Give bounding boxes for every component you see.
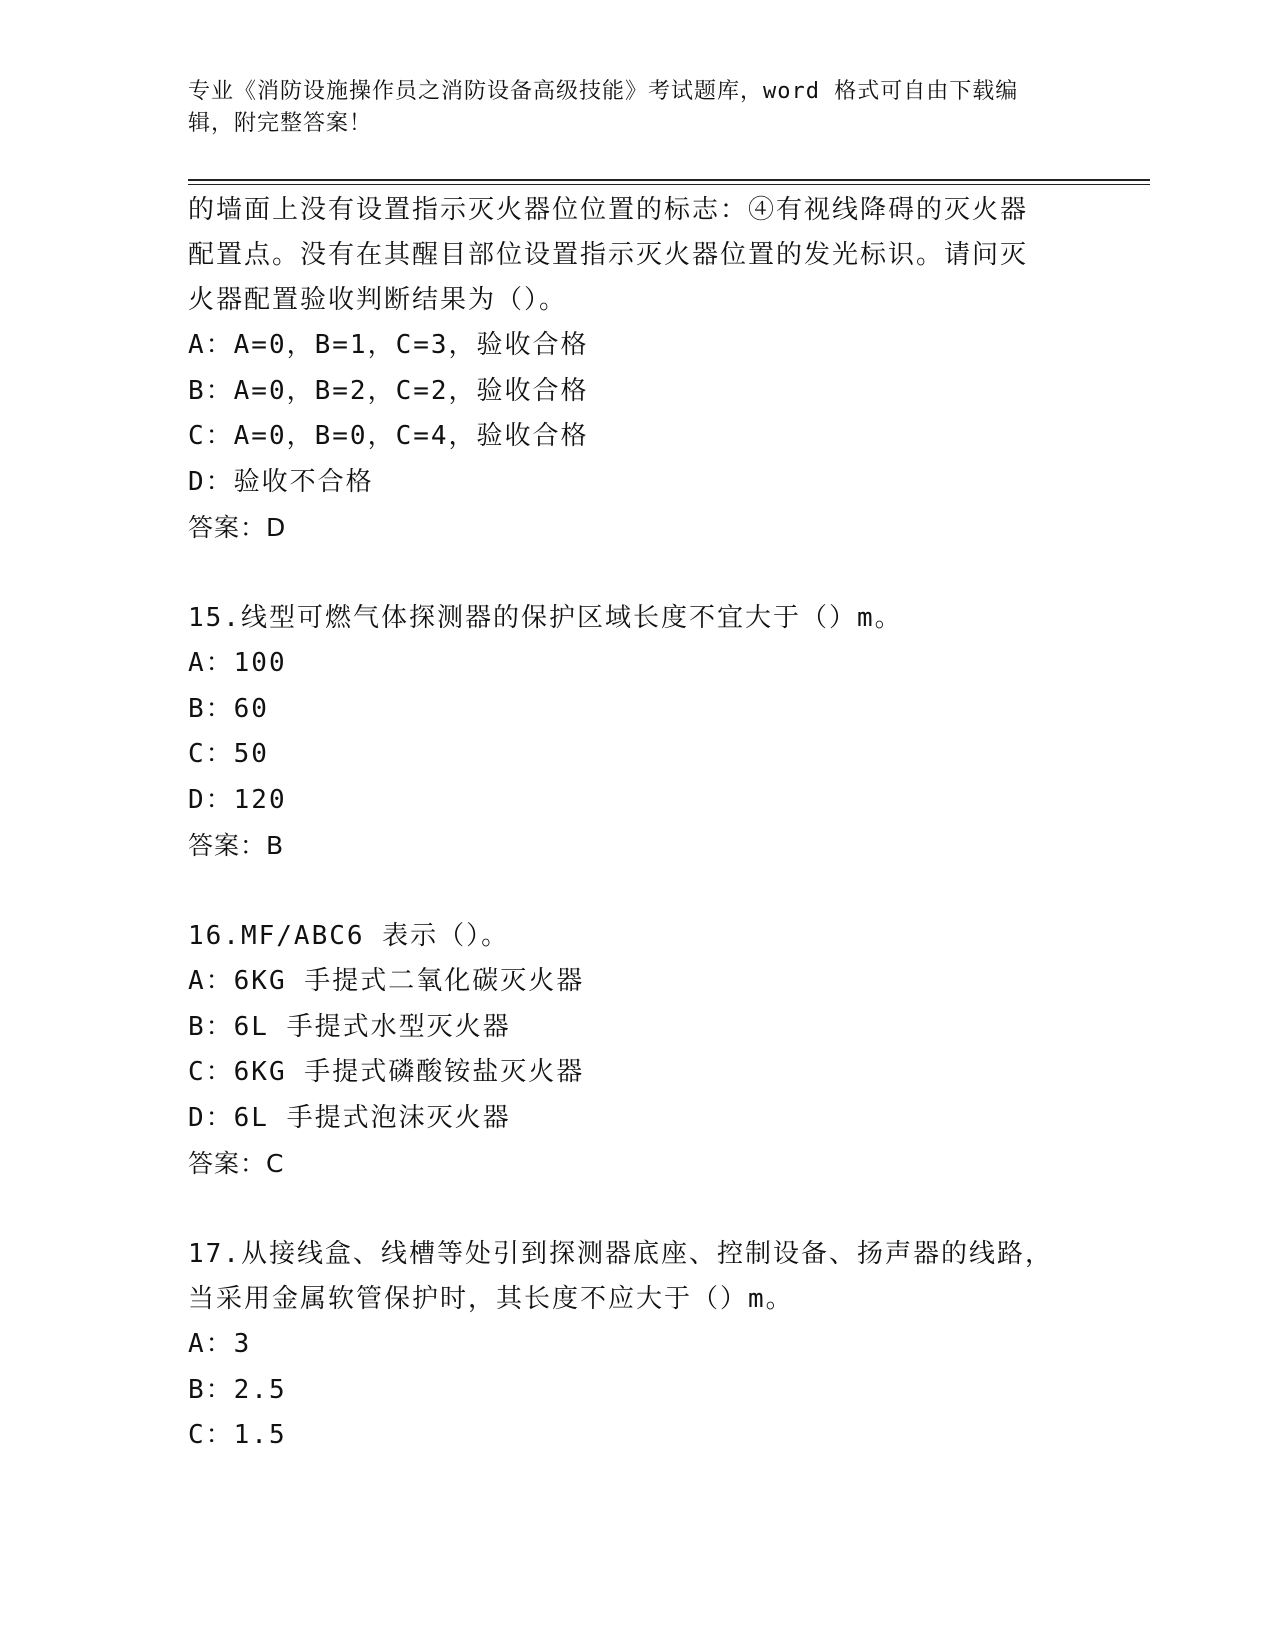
question-14-continuation — [188, 188, 1088, 551]
option-b: B：6L 手提式水型灭火器 — [188, 1011, 511, 1042]
option-d: D：120 — [188, 784, 287, 815]
option-a: A：3 — [188, 1329, 252, 1359]
option-b: B：60 — [188, 693, 269, 724]
document-header — [188, 76, 1068, 140]
option-c: C：50 — [188, 739, 269, 769]
question-text-line: 当采用金属软管保护时，其长度不应大于（）m。 — [188, 1284, 794, 1314]
option-c: C：6KG 手提式磷酸铵盐灭火器 — [188, 1057, 585, 1087]
option-c: C：1.5 — [188, 1420, 287, 1450]
question-text-line: 配置点。没有在其醒目部位设置指示灭火器位置的发光标识。请问灭 — [188, 240, 1029, 270]
question-16 — [188, 914, 1088, 1187]
question-text-line: 17.从接线盒、线槽等处引到探测器底座、控制设备、扬声器的线路， — [188, 1239, 1053, 1269]
spacer — [188, 551, 1088, 596]
question-text-line: 火器配置验收判断结果为（）。 — [188, 285, 568, 315]
answer-line: 答案：C — [188, 1149, 285, 1178]
option-d: D：验收不合格 — [188, 466, 374, 497]
question-text-line: 16.MF/ABC6 表示（）。 — [188, 921, 510, 951]
answer-line: 答案：B — [188, 831, 285, 860]
option-b: B：2.5 — [188, 1374, 287, 1405]
question-text-line: 15.线型可燃气体探测器的保护区域长度不宜大于（）m。 — [188, 603, 903, 633]
header-divider-thick — [188, 179, 1150, 181]
question-text-line: 的墙面上没有设置指示灭火器位位置的标志：④有视线降碍的灭火器 — [188, 195, 1029, 225]
option-a: A：100 — [188, 648, 287, 678]
option-d: D：6L 手提式泡沫灭火器 — [188, 1102, 511, 1133]
header-line-2: 辑，附完整答案！ — [188, 111, 373, 136]
question-list — [188, 188, 1088, 1459]
option-a: A：A=0，B=1，C=3，验收合格 — [188, 330, 589, 360]
spacer — [188, 869, 1088, 914]
spacer — [188, 1187, 1088, 1232]
header-line-1: 专业《消防设施操作员之消防设备高级技能》考试题库，word 格式可自由下载编 — [188, 79, 1019, 104]
header-divider-thin — [188, 184, 1150, 185]
option-a: A：6KG 手提式二氧化碳灭火器 — [188, 966, 585, 996]
question-15 — [188, 596, 1088, 869]
answer-line: 答案：D — [188, 513, 287, 542]
option-c: C：A=0，B=0，C=4，验收合格 — [188, 421, 589, 451]
question-17 — [188, 1232, 1088, 1459]
option-b: B：A=0，B=2，C=2，验收合格 — [188, 375, 589, 406]
